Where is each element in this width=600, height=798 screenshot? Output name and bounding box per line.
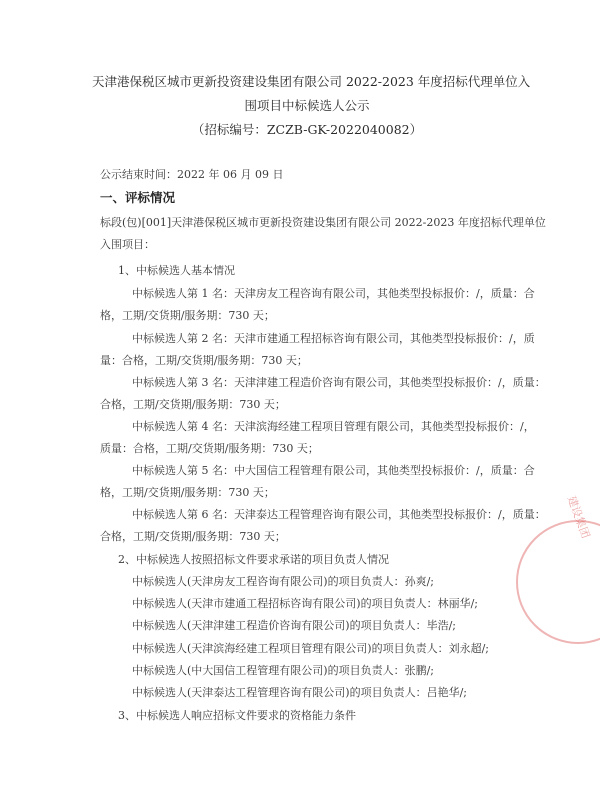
section-heading-evaluation: 一、评标情况 bbox=[100, 190, 176, 205]
candidate-3-line-2: 合格，工期/交货期/服务期：730 天； bbox=[100, 398, 286, 411]
subsection-candidates-basic: 1、中标候选人基本情况 bbox=[118, 264, 235, 277]
manager-line-6: 中标候选人(天津泰达工程管理咨询有限公司)的项目负责人：吕艳华/; bbox=[132, 686, 467, 699]
lot-description-line-1: 标段(包)[001]天津港保税区城市更新投资建设集团有限公司 2022-2023 年度招标代理单位 bbox=[100, 216, 546, 229]
seal-text: 建设集团 bbox=[564, 494, 593, 541]
manager-line-4: 中标候选人(天津滨海经建工程项目管理有限公司)的项目负责人：刘永超/; bbox=[132, 642, 489, 655]
manager-line-5: 中标候选人(中大国信工程管理有限公司)的项目负责人：张鹏/; bbox=[132, 664, 434, 677]
manager-line-2: 中标候选人(天津市建通工程招标咨询有限公司)的项目负责人：林丽华/; bbox=[132, 597, 478, 610]
manager-line-3: 中标候选人(天津津建工程造价咨询有限公司)的项目负责人：毕浩/; bbox=[132, 619, 456, 632]
title-line-2: 围项目中标候选人公示 bbox=[244, 98, 370, 113]
candidate-4-line-1: 中标候选人第 4 名：天津滨海经建工程项目管理有限公司，其他类型投标报价：/， bbox=[132, 420, 535, 433]
tender-number: （招标编号：ZCZB-GK-2022040082） bbox=[191, 122, 423, 137]
candidate-6-line-2: 合格，工期/交货期/服务期：730 天； bbox=[100, 530, 286, 543]
title-line-1: 天津港保税区城市更新投资建设集团有限公司 2022-2023 年度招标代理单位入 bbox=[92, 74, 531, 89]
candidate-3-line-1: 中标候选人第 3 名：天津津建工程造价咨询有限公司，其他类型投标报价：/，质量： bbox=[132, 376, 546, 389]
document-title bbox=[92, 70, 531, 142]
candidate-5-line-2: 格，工期/交货期/服务期：730 天； bbox=[100, 486, 275, 499]
official-seal bbox=[516, 520, 600, 644]
manager-line-1: 中标候选人(天津房友工程咨询有限公司)的项目负责人：孙爽/; bbox=[132, 575, 434, 588]
candidate-5-line-1: 中标候选人第 5 名：中大国信工程管理有限公司，其他类型投标报价：/，质量：合 bbox=[132, 464, 535, 477]
candidate-4-line-2: 质量：合格，工期/交货期/服务期：730 天； bbox=[100, 442, 319, 455]
candidate-2-line-2: 量：合格，工期/交货期/服务期：730 天； bbox=[100, 354, 308, 367]
subsection-project-managers: 2、中标候选人按照招标文件要求承诺的项目负责人情况 bbox=[118, 553, 389, 566]
subsection-qualifications: 3、中标候选人响应招标文件要求的资格能力条件 bbox=[118, 709, 356, 722]
candidate-2-line-1: 中标候选人第 2 名：天津市建通工程招标咨询有限公司，其他类型投标报价：/，质 bbox=[132, 332, 535, 345]
candidate-1-line-2: 格，工期/交货期/服务期：730 天； bbox=[100, 309, 275, 322]
candidate-6-line-1: 中标候选人第 6 名：天津泰达工程管理咨询有限公司，其他类型投标报价：/，质量： bbox=[132, 508, 546, 521]
candidate-1-line-1: 中标候选人第 1 名：天津房友工程咨询有限公司，其他类型投标报价：/，质量：合 bbox=[132, 287, 535, 300]
notice-end-time: 公示结束时间：2022 年 06 月 09 日 bbox=[100, 168, 284, 181]
lot-description-line-2: 入围项目： bbox=[100, 238, 155, 251]
